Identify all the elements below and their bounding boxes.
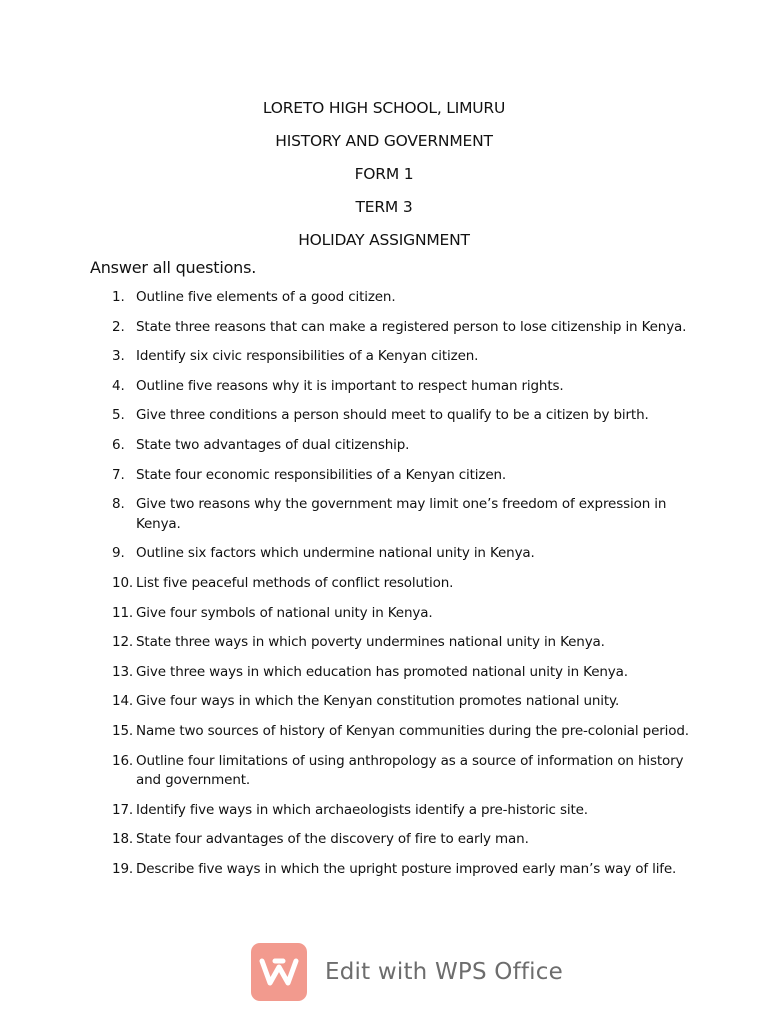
question-number: 19. [112,860,134,877]
question-number: 17. [112,801,134,818]
question-item [112,436,692,456]
question-item [112,318,692,338]
instructions-heading: Answer all questions. [90,258,257,277]
question-text: State three reasons that can make a registered person to lose citizenship in Kenya. [136,318,687,335]
question-item [112,692,692,712]
question-item [112,604,692,624]
question-text: Name two sources of history of Kenyan communities during the pre-colonial period. [136,722,689,739]
question-number: 7. [112,466,125,483]
questions-list [112,288,692,889]
question-text: Give three ways in which education has promoted national unity in Kenya. [136,663,628,680]
question-number: 9. [112,545,125,562]
question-text: Describe five ways in which the upright posture improved early man’s way of life. [136,860,677,877]
wps-edit-label[interactable]: Edit with WPS Office [325,959,563,985]
wps-office-logo-icon[interactable] [251,943,307,1001]
subject-title: HISTORY AND GOVERNMENT [275,132,493,150]
document-header [0,92,768,257]
question-number: 6. [112,436,125,453]
question-number: 2. [112,318,125,335]
form-label: FORM 1 [354,165,414,183]
question-number: 11. [112,604,134,621]
question-text: State two advantages of dual citizenship. [136,436,410,453]
question-text: Give four symbols of national unity in Kenya. [136,604,433,621]
question-item [112,574,692,594]
question-item [112,495,692,534]
question-item [112,860,692,880]
question-item [112,466,692,486]
school-name: LORETO HIGH SCHOOL, LIMURU [262,99,506,117]
question-item [112,801,692,821]
question-text: Outline four limitations of using anthropology as a source of information on history and government. [136,752,684,789]
question-number: 13. [112,663,134,680]
question-item [112,633,692,653]
question-text: Give four ways in which the Kenyan constitution promotes national unity. [136,693,620,710]
question-item [112,752,692,791]
question-number: 3. [112,348,125,365]
question-number: 16. [112,752,134,769]
question-item [112,830,692,850]
question-text: Give three conditions a person should meet to qualify to be a citizen by birth. [136,407,649,424]
question-text: Outline six factors which undermine national unity in Kenya. [136,545,535,562]
question-number: 12. [112,634,134,651]
question-text: List five peaceful methods of conflict resolution. [136,574,454,591]
question-number: 14. [112,693,134,710]
question-number: 4. [112,377,125,394]
question-number: 10. [112,574,134,591]
question-item [112,722,692,742]
question-text: Identify six civic responsibilities of a Kenyan citizen. [136,348,479,365]
question-item [112,377,692,397]
question-item [112,406,692,426]
question-item [112,663,692,683]
question-text: Identify five ways in which archaeologists identify a pre-historic site. [136,801,588,818]
question-number: 18. [112,831,134,848]
wps-w-glyph-icon [259,956,299,988]
question-text: State three ways in which poverty undermines national unity in Kenya. [136,634,605,651]
question-text: State four economic responsibilities of a Kenyan citizen. [136,466,507,483]
wps-edit-banner[interactable] [251,942,563,1002]
question-text: Outline five reasons why it is important to respect human rights. [136,377,564,394]
question-text: Outline five elements of a good citizen. [136,289,396,305]
question-number: 5. [112,407,125,424]
question-item [112,347,692,367]
assignment-title: HOLIDAY ASSIGNMENT [298,231,470,249]
question-number: 1. [112,289,125,305]
question-text: State four advantages of the discovery of fire to early man. [136,831,529,848]
question-number: 15. [112,722,134,739]
question-number: 8. [112,496,125,513]
question-item [112,288,692,308]
question-item [112,544,692,564]
term-label: TERM 3 [355,198,413,216]
question-text: Give two reasons why the government may limit one’s freedom of expression in Kenya. [136,496,667,532]
